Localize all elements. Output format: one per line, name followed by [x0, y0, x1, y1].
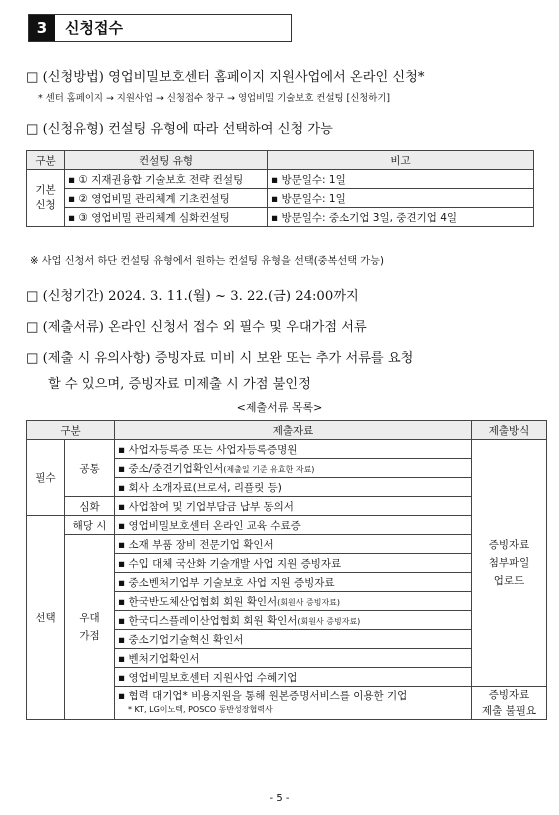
consult-header-note: 비고 [268, 151, 534, 170]
docs-item-note: (회원사 증빙자료) [277, 597, 341, 607]
docs-item-text: ▪ 한국디스플레이산업협회 회원 확인서 [118, 614, 298, 627]
docs-item: ▪ 중소벤처기업부 기술보호 사업 지원 증빙자료 [115, 573, 472, 592]
docs-item: ▪ 중소기업기술혁신 확인서 [115, 630, 472, 649]
docs-item: ▪ 회사 소개자료(브로셔, 리플릿 등) [115, 478, 472, 497]
docs-item: ▪ 사업자등록증 또는 사업자등록증명원 [115, 440, 472, 459]
docs-header-docs: 제출자료 [115, 421, 472, 440]
docs-item: ▪ 영업비밀보호센터 지원사업 수혜기업 [115, 668, 472, 687]
docs-applicable-label: 해당 시 [65, 516, 115, 535]
consult-row-type: ▪ ② 영업비밀 관리체계 기초컨설팅 [65, 189, 268, 208]
consult-row-note: ▪ 방문일수: 1일 [268, 170, 534, 189]
docs-upload-method: 증빙자료 첨부파일 업로드 [472, 440, 547, 687]
consult-group-label: 기본 신청 [27, 170, 65, 227]
docs-item: ▪ 사업참여 및 기업부담금 납부 동의서 [115, 497, 472, 516]
docs-item-text: ▪ 중소/중견기업확인서 [118, 462, 224, 475]
consult-row-note: ▪ 방문일수: 1일 [268, 189, 534, 208]
docs-item [115, 611, 472, 630]
docs-item [115, 459, 472, 478]
docs-required-label: 필수 [27, 440, 65, 516]
docs-item: ▪ 소재 부품 장비 전문기업 확인서 [115, 535, 472, 554]
page-number: - 5 - [269, 793, 290, 804]
method-note: * 센터 홈페이지 → 지원사업 → 신청접수 창구 → 영업비밀 기술보호 컨설팅 [신청하기] [38, 93, 391, 104]
method-line: □ (신청방법) 영업비밀보호센터 홈페이지 지원사업에서 온라인 신청* [26, 70, 425, 85]
docs-header-group: 구분 [27, 421, 115, 440]
docs-line: □ (제출서류) 온라인 신청서 접수 외 필수 및 우대가점 서류 [26, 320, 367, 335]
docs-advanced-label: 심화 [65, 497, 115, 516]
section-number: 3 [29, 15, 55, 41]
docs-item-note: * KT, LG이노텍, POSCO 동반성장협력사 [128, 705, 273, 714]
consult-header-type: 컨설팅 유형 [65, 151, 268, 170]
docs-item-text: ▪ 한국반도체산업협회 회원 확인서 [118, 595, 278, 608]
docs-item: ▪ 수입 대체 국산화 기술개발 사업 지원 증빙자료 [115, 554, 472, 573]
consult-row-type: ▪ ① 지재권융합 기술보호 전략 컨설팅 [65, 170, 268, 189]
docs-item: ▪ 벤처기업확인서 [115, 649, 472, 668]
consult-row-note: ▪ 방문일수: 중소기업 3일, 중견기업 4일 [268, 208, 534, 227]
section-header [28, 14, 292, 42]
period-line: □ (신청기간) 2024. 3. 11.(월) ~ 3. 22.(금) 24:00까지 [26, 289, 359, 304]
type-note: ※ 사업 신청서 하단 컨설팅 유형에서 원하는 컨설팅 유형을 선택(중복선택 가능) [30, 256, 384, 267]
docs-item-text: ▪ 협력 대기업* 비용지원을 통해 원본증명서비스를 이용한 기업 [118, 690, 408, 702]
docs-item-note: (제출일 기준 유효한 자료) [223, 464, 315, 474]
docs-header-method: 제출방식 [472, 421, 547, 440]
docs-common-label: 공통 [65, 440, 115, 497]
consult-header-group: 구분 [27, 151, 65, 170]
docs-item [115, 592, 472, 611]
section-title: 신청접수 [65, 19, 123, 37]
docs-table [26, 420, 547, 720]
docs-item [115, 687, 472, 720]
caution-line-2: 할 수 있으며, 증빙자료 미제출 시 가점 불인정 [48, 377, 311, 392]
consult-row-type: ▪ ③ 영업비밀 관리체계 심화컨설팅 [65, 208, 268, 227]
docs-item: ▪ 영업비밀보호센터 온라인 교육 수료증 [115, 516, 472, 535]
docs-optional-label: 선택 [27, 516, 65, 720]
docs-caption: <제출서류 목록> [236, 401, 323, 414]
type-line: □ (신청유형) 컨설팅 유형에 따라 선택하여 신청 가능 [26, 122, 333, 137]
consult-table [26, 150, 534, 227]
docs-bonus-label: 우대 가점 [65, 535, 115, 720]
docs-item-note: (회원사 증빙자료) [297, 616, 361, 626]
docs-no-submit-method: 증빙자료 제출 불필요 [472, 687, 547, 720]
caution-line-1: □ (제출 시 유의사항) 증빙자료 미비 시 보완 또는 추가 서류를 요청 [26, 351, 414, 366]
